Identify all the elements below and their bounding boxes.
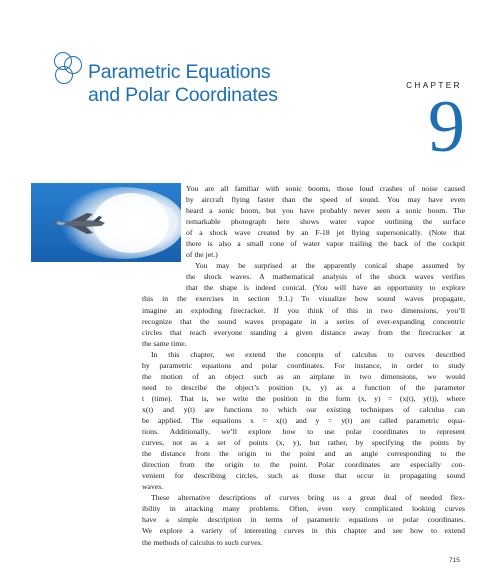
text-line: You are all familiar with sonic booms, those loud crashes of noise caused — [186, 184, 465, 193]
text-line: be applied. The equations x = x(t) and y = y(t) are called parametric equa- — [142, 415, 465, 425]
text-line: remarkable photograph here shows water vapor outlining the surface — [186, 217, 465, 227]
text-line: direction from the origin to the point. Polar coordinates are especially con- — [142, 460, 465, 470]
text-line: waves. — [142, 482, 164, 492]
text-line: recognize that the sound waves propagate in a series of ever-expanding concentric — [142, 316, 465, 326]
text-line: the shock waves. A mathematical analysis of the shock waves verifies — [186, 272, 465, 282]
text-line: this in the exercises in section 9.1.) To visualize how sound waves propagate, — [142, 294, 465, 304]
text-line: the motion of an object such as an airplane in two dimensions, we would — [142, 371, 465, 381]
text-line: need to describe the object’s position (x, y) as a function of the parameter — [142, 382, 465, 392]
text-line: curves, not as a set of points (x, y), but rather, by specifying the points by — [142, 438, 465, 448]
text-line: In this chapter, we extend the concepts of calculus to curves described — [151, 349, 465, 359]
text-line: You may be surprised at the apparently conical shape assumed by — [195, 261, 465, 271]
text-line: t (time). That is, we write the position in the form (x, y) = (x(t), y(t)), where — [142, 393, 465, 403]
text-line: We explore a variety of interesting curves in this chapter and see how to extend — [142, 526, 465, 536]
text-line: venient for describing circles, such as those that occur in propagating sound — [142, 471, 465, 481]
chapter-label: CHAPTER — [406, 81, 462, 90]
text-line: These alternative descriptions of curves bring us a great deal of needed flex- — [151, 493, 465, 503]
text-line: that the shape is indeed conical. (You will have an opportunity to explore — [186, 283, 465, 293]
text-line: the methods of calculus to such curves. — [142, 537, 263, 547]
text-line: x(t) and y(t) are functions to which our existing techniques of calculus can — [142, 404, 465, 414]
three-rings-icon — [51, 50, 87, 90]
text-line: tions. Additionally, we’ll explore how to use polar coordinates to represent — [142, 427, 465, 437]
text-line: circles that reach everyone standing a given distance away from the firecracker at — [142, 327, 465, 337]
chapter-number: 9 — [428, 86, 465, 168]
text-line: by aircraft flying faster than the speed of sound. You may have even — [186, 195, 465, 205]
chapter-title — [88, 61, 278, 107]
text-line: ibility in attacking many problems. Often, even very complicated looking curves — [142, 504, 465, 514]
chapter-title-line1: Parametric Equations — [88, 61, 271, 83]
text-line: there is also a small cone of water vapor trailing the back of the cockpit — [186, 239, 465, 249]
chapter-title-line2: and Polar Coordinates — [88, 84, 278, 106]
text-line: the distance from the origin to the point and an angle corresponding to the — [142, 449, 465, 459]
chapter-intro-text — [142, 183, 465, 548]
text-line: have a simple description in terms of parametric equations or polar coordinates. — [142, 515, 465, 525]
text-line: the same time. — [142, 338, 187, 348]
text-line: by parametric equations and polar coordinates. For instance, in order to study — [142, 360, 465, 370]
text-line: heard a sonic boom, but you have probably never seen a sonic boom. The — [186, 206, 465, 216]
text-line: imagine an exploding firecracker. If you think of this in two dimensions, you’ll — [142, 305, 465, 315]
text-line: of the jet.) — [186, 250, 218, 260]
page-number: 715 — [449, 557, 460, 564]
text-line: of a shock wave created by an F-18 jet flying supersonically. (Note that — [186, 228, 465, 238]
